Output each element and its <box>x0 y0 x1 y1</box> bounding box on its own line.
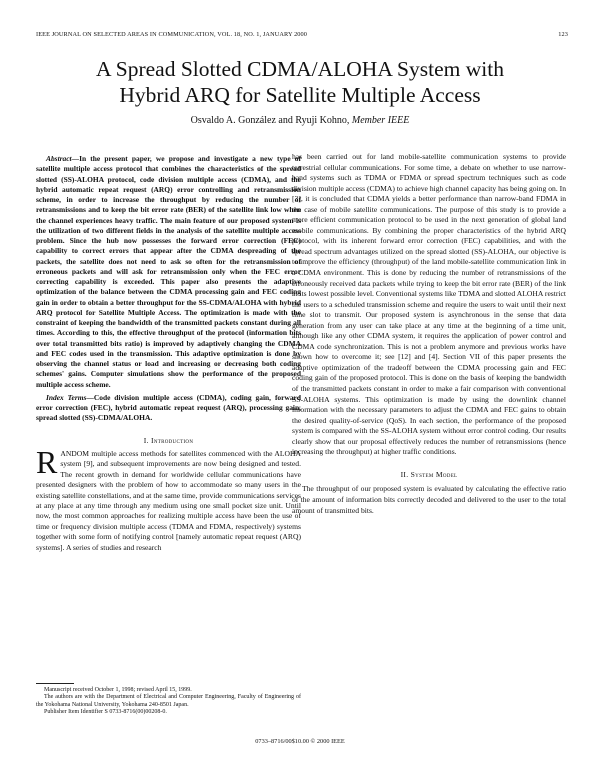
abstract-text: In the present paper, we propose and investigate a new type of satellite multiple access protocol that combines the characteristics of the spread slotted (SS)-ALOHA protocol, code division multiple access (CDMA), and the hybrid automatic repeat request (ARQ) error controlling and retransmission scheme, in order to increase the throughput by reducing the number of retransmissions and to keep the bit error rate (BER) of the satellite link low when the channel experiences heavy traffic. The main feature of our proposed system is the utilization of two different fields in the analysis of the satellite multiple access problem. Since the hub now possesses the forward error correction (FEC) capability to correct errors that appear after the CDMA despreading of the packets, the satellite does not need to ask so often for the retransmission of erroneous packets and will ask for retransmission only when the FEC error correcting capability is exceeded. This paper also presents the adaptive optimization of the balance between the CDMA processing gain and FEC coding gain in order to obtain a better throughput for the SS-CDMA/ALOHA with hybrid ARQ protocol for Satellite Multiple Access. The optimization is made with the constraint of keeping the bandwidth of the transmitted packets constant during all times. According to this, the effective throughput of the protocol (information bits over total transmitted bits ratio) is improved by adaptively changing the CDMA and FEC codes used in the transmission. This adaptive optimization is done by observing the channel status or load and increasing or decreasing both coding schemes' gains. Computer simulations show the performance of the proposed multiple access scheme. <box>36 154 301 389</box>
left-column <box>36 154 301 553</box>
footnote-divider <box>36 683 74 684</box>
title-line-2: Hybrid ARQ for Satellite Multiple Access <box>119 83 481 107</box>
system-model-paragraph: The throughput of our proposed system is evaluated by calculating the effective ratio of the amount of information bits correctly decoded and delivered to the user to the total amount of transmitted bits. <box>292 484 566 515</box>
right-column <box>292 152 566 516</box>
index-terms <box>36 393 301 424</box>
title-line-1: A Spread Slotted CDMA/ALOHA System with <box>96 57 504 81</box>
copyright-line: 0733–8716/00$10.00 © 2000 IEEE <box>255 738 345 745</box>
paper-title <box>30 56 570 108</box>
footnote-received: Manuscript received October 1, 1998; revised April 15, 1999. <box>44 687 192 693</box>
introduction-paragraph <box>36 443 301 554</box>
section-heading-system-model: II. System Model <box>400 469 458 479</box>
footnote-affiliation: The authors are with the Department of Electrical and Computer Engineering, Faculty of Engineering of the Yokohama National University, Yokohama 240-8501 Japan. <box>36 694 301 708</box>
index-terms-text: Code division multiple access (CDMA), coding gain, forward error correction (FEC), hybrid automatic repeat request (ARQ), processing gain, spread slotted (SS)-CDMA/ALOHA. <box>36 392 301 423</box>
page-number: 123 <box>558 31 568 38</box>
introduction-text: multiple access methods for satellites commenced with the ALOHA system [9], and subsequent improvements are now being designed and tested. The recent growth in demand for worldwide cellular communications have presented designers with the problem of how to accommodate so many users in the existing satellite constellations, and at the same time, provide communications services at any place at any time through any medium using one small pocket size unit. Until now, the most common approaches for realizing multiple access have been the use of time or frequency division multiple access (TDMA and FDMA, respectively) systems together with some form of notifying control [namely automatic repeat request (ARQ) systems]. A series of studies and research <box>36 448 301 552</box>
abstract <box>36 154 301 390</box>
authors <box>30 115 570 126</box>
index-terms-label: Index Terms— <box>46 392 94 402</box>
section-heading-introduction: I. Introduction <box>143 435 194 445</box>
author-role: Member IEEE <box>351 115 410 126</box>
introduction-continued: has been carried out for land mobile-satellite communication systems to provide terrestrial cellular communications. For some time, a debate on whether to use narrow-band systems such as TDMA or FDMA or spread spectrum techniques such as code division multiple access (CDMA) to achieve high channel capacity has being going on. In [3], it is concluded that CDMA yields a better performance than narrow-band FDMA in the case of mobile satellite communications. The purpose of this study is to provide a more efficient communication protocol to be used in the next generation of global land mobile communications. By combining the proper characteristics of the hybrid ARQ protocol, with its inherent forward error correction (FEC) capabilities, and with the spread spectrum advantages utilized on the spread slotted (SS)-ALOHA, our objective is to improve the efficiency (throughput) of the land mobile-satellite communication link in a CDMA environment. This is done by reducing the number of retransmissions of the erroneously received data packets while trying to keep the bit error rate (BER) of the link at its lowest possible level. Conventional systems like TDMA and slotted ALOHA restrict the users to a scheduled transmission scheme and require the users to wait until their next time slot to transmit. Our proposed system is asynchronous in the sense that data generation from any user can take place at any time at the beginning of a time unit, although like any other CDMA system, it requires the application of power control and CDMA code synchronization. This is not a problem anymore and previous works have shown how to overcome it; see [12] and [4]. Section VII of this paper presents the adaptive optimization of the tradeoff between the CDMA processing gain and FEC coding gain of the proposed protocol. This is done on the basis of keeping the bandwidth of the transmitted packets constant in order to make a fair comparison with conventional SS-ALOHA systems. This optimization is made by using the downlink channel information with the necessary parameters to adjust the CDMA and FEC gains to obtain the desired quality-of-service (QoS). In each section, the performance of the proposed system is compared with the SS-ALOHA system without error control coding. Our results clearly show that our proposal effectively reduces the number of retransmissions (hence increasing the throughput) at higher traffic conditions. <box>292 152 566 457</box>
drop-cap: R <box>36 443 58 480</box>
footnote-publisher-id: Publisher Item Identifier S 0733-8716(00)00208-0. <box>44 708 167 715</box>
intro-lead-caps: ANDOM <box>60 448 90 458</box>
abstract-label: Abstract— <box>46 154 80 163</box>
author-names: Osvaldo A. González and Ryuji Kohno, <box>190 115 350 126</box>
running-head <box>36 31 568 38</box>
journal-name: IEEE JOURNAL ON SELECTED AREAS IN COMMUNICATION, VOL. 18, NO. 1, JANUARY 2000 <box>36 31 308 38</box>
footnotes <box>36 687 301 716</box>
